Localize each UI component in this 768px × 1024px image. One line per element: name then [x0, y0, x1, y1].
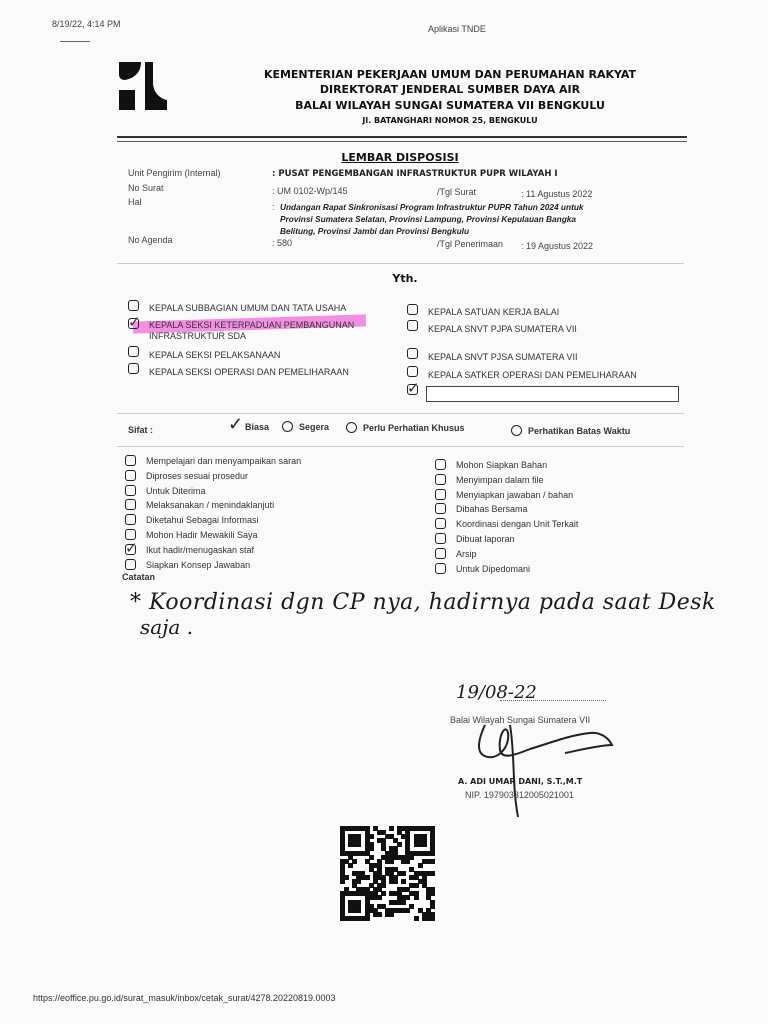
- checkbox-icon[interactable]: [125, 470, 136, 481]
- signatory-name: A. ADI UMAR DANI, S.T.,M.T: [458, 777, 583, 786]
- qr-module: [393, 879, 398, 884]
- instruction-label: Koordinasi dengan Unit Terkait: [456, 519, 579, 530]
- instruction-label: Dibahas Bersama: [456, 504, 528, 515]
- recipient-checkbox[interactable]: [128, 363, 349, 377]
- recipient-label: KEPALA SNVT PJSA SUMATERA VII: [428, 352, 578, 362]
- agenda-value: : 580: [272, 238, 293, 248]
- checkbox-icon[interactable]: [125, 559, 136, 570]
- checkbox-icon[interactable]: [435, 503, 446, 514]
- instruction-checkbox[interactable]: [125, 539, 255, 557]
- instruction-label: Diproses sesuai prosedur: [146, 470, 249, 481]
- recipient-label-line2: INFRASTRUKTUR SDA: [149, 331, 247, 341]
- instruction-label: Mohon Hadir Mewakili Saya: [146, 530, 258, 540]
- qr-module: [340, 879, 345, 884]
- hal-line-3: Belitung, Provinsi Jambi dan Provinsi Bengkulu: [280, 226, 470, 236]
- recipient-checkbox[interactable]: [128, 300, 346, 313]
- recipient-checkbox[interactable]: [128, 314, 355, 342]
- qr-module: [422, 842, 427, 847]
- recipient-checkbox[interactable]: [128, 346, 280, 360]
- qr-module: [356, 842, 361, 847]
- letterhead-address: Jl. BATANGHARI NOMOR 25, BENGKULU: [362, 116, 538, 125]
- tgl-surat-value: : 11 Agustus 2022: [521, 189, 593, 199]
- instruction-label: Arsip: [456, 548, 477, 559]
- radio-icon[interactable]: [282, 421, 293, 432]
- instruction-label: Dibuat laporan: [456, 534, 515, 544]
- check-icon: ✓: [125, 539, 138, 557]
- instruction-checkbox[interactable]: [435, 518, 578, 529]
- letterhead-line1: KEMENTERIAN PEKERJAAN UMUM DAN PERUMAHAN RAKYAT: [263, 68, 637, 81]
- letterhead-rule-thin: [117, 141, 687, 142]
- qr-code-icon: [340, 826, 434, 920]
- print-app-name: Aplikasi TNDE: [428, 24, 486, 34]
- instruction-label: Melaksanakan / menindaklanjuti: [146, 500, 275, 511]
- checkbox-icon[interactable]: [128, 314, 141, 331]
- checkbox-icon[interactable]: [125, 499, 136, 510]
- letterhead-rule: [117, 136, 687, 138]
- checkbox-icon[interactable]: [125, 485, 136, 496]
- header-mark: [60, 41, 90, 42]
- sifat-option-label: Biasa: [245, 422, 270, 432]
- handwritten-signature-icon: [470, 705, 620, 820]
- instruction-label: Siapkan Konsep Jawaban: [146, 559, 251, 570]
- qr-module: [389, 826, 394, 831]
- checkbox-icon[interactable]: [435, 489, 446, 500]
- qr-module: [414, 883, 419, 888]
- checkbox-icon[interactable]: [435, 518, 446, 529]
- sifat-option-label: Perlu Perhatian Khusus: [363, 423, 465, 433]
- sifat-option-label: Perhatikan Batas Waktu: [528, 426, 631, 436]
- recipient-checkbox[interactable]: [407, 320, 577, 334]
- qr-module: [401, 879, 406, 884]
- sifat-option-batas-waktu[interactable]: [511, 425, 630, 436]
- hal-colon: :: [272, 202, 275, 212]
- instruction-checkbox[interactable]: [435, 459, 547, 470]
- recipient-label: KEPALA SEKSI OPERASI DAN PEMELIHARAAN: [149, 367, 349, 377]
- instruction-checkbox[interactable]: [435, 563, 530, 574]
- checkbox-icon[interactable]: [407, 320, 418, 331]
- qr-module: [430, 859, 435, 864]
- instruction-checkbox[interactable]: [435, 503, 528, 514]
- qr-module: [389, 859, 394, 864]
- checkbox-icon[interactable]: [128, 346, 139, 357]
- qr-module: [401, 900, 406, 905]
- instruction-label: Diketahui Sebagai Informasi: [146, 515, 259, 526]
- qr-module: [405, 908, 410, 913]
- qr-module: [401, 871, 406, 876]
- instruction-checkbox[interactable]: [125, 529, 258, 540]
- check-icon: ✓: [128, 314, 141, 331]
- instruction-label: Untuk Dipedomani: [456, 563, 531, 574]
- hal-line-1: Undangan Rapat Sinkronisasi Program Infrastruktur PUPR Tahun 2024 untuk: [280, 202, 584, 212]
- checkbox-icon[interactable]: [128, 300, 139, 311]
- hal-label: Hal: [128, 197, 142, 207]
- qr-module: [365, 875, 370, 880]
- check-icon: ✓: [407, 380, 420, 397]
- checkbox-icon[interactable]: [435, 548, 446, 559]
- checkbox-icon[interactable]: [435, 459, 446, 470]
- section-divider-2: [117, 413, 684, 414]
- handwritten-note-line1: * Koordinasi dgn CP nya, hadirnya pada saat Desk: [130, 590, 716, 615]
- qr-module: [430, 851, 435, 856]
- qr-module: [430, 916, 435, 921]
- qr-module: [389, 912, 394, 917]
- recipient-label: KEPALA SUBBAGIAN UMUM DAN TATA USAHA: [149, 303, 347, 313]
- recipient-label: KEPALA SEKSI KETERPADUAN PEMBANGUNAN: [149, 320, 355, 330]
- instruction-checkbox[interactable]: [125, 485, 206, 496]
- checkbox-icon[interactable]: [407, 366, 418, 377]
- instruction-checkbox[interactable]: [125, 470, 248, 481]
- checkbox-icon[interactable]: [407, 304, 418, 315]
- instruction-checkbox[interactable]: [125, 514, 259, 525]
- unit-value: : PUSAT PENGEMBANGAN INFRASTRUKTUR PUPR WILAYAH I: [272, 169, 558, 179]
- instruction-label: Ikut hadir/menugaskan staf: [146, 544, 255, 555]
- qr-module: [430, 871, 435, 876]
- checkbox-icon[interactable]: [407, 380, 420, 397]
- no-surat-label: No Surat: [128, 183, 164, 193]
- print-datetime: 8/19/22, 4:14 PM: [52, 19, 121, 29]
- checkbox-icon[interactable]: [128, 363, 139, 374]
- qr-module: [365, 916, 370, 921]
- sifat-option-label: Segera: [299, 422, 330, 432]
- checkbox-icon[interactable]: [435, 533, 446, 544]
- instruction-checkbox[interactable]: [435, 474, 544, 485]
- other-recipient-input[interactable]: [426, 386, 679, 402]
- section-divider-1: [117, 263, 684, 264]
- sifat-option-segera[interactable]: [282, 421, 329, 432]
- date-line: [500, 700, 606, 701]
- handwritten-note-line2: saja .: [140, 615, 194, 639]
- tgl-surat-label: /Tgl Surat: [437, 187, 477, 197]
- recipient-checkbox[interactable]: [407, 304, 559, 317]
- letterhead-line2: DIREKTORAT JENDERAL SUMBER DAYA AIR: [319, 83, 581, 96]
- radio-icon[interactable]: [511, 425, 522, 436]
- signatory-nip: NIP. 197903312005021001: [465, 790, 574, 800]
- qr-module: [356, 908, 361, 913]
- section-divider-3: [117, 446, 684, 447]
- checkbox-icon[interactable]: [125, 455, 136, 466]
- instruction-checkbox[interactable]: [435, 533, 515, 544]
- checkbox-icon[interactable]: [407, 348, 418, 359]
- instruction-label: Mempelajari dan menyampaikan saran: [146, 456, 302, 466]
- recipient-label: KEPALA SNVT PJPA SUMATERA VII: [428, 324, 577, 334]
- tgl-terima-label: /Tgl Penerimaan: [437, 239, 504, 249]
- no-surat-value: : UM 0102-Wp/145: [272, 186, 348, 196]
- checkbox-icon[interactable]: [125, 514, 136, 525]
- qr-module: [348, 863, 353, 868]
- recipient-checkbox[interactable]: [407, 348, 578, 362]
- checkbox-icon[interactable]: [125, 539, 138, 557]
- recipient-label: KEPALA SATKER OPERASI DAN PEMELIHARAAN: [428, 370, 637, 380]
- sifat-label: Sifat :: [128, 425, 154, 435]
- signature-date: 19/08-22: [456, 682, 537, 703]
- instruction-checkbox[interactable]: [125, 455, 301, 466]
- recipient-checkbox[interactable]: [407, 366, 637, 380]
- pupr-logo-icon: [115, 60, 171, 112]
- sifat-option-perlu-perhatian[interactable]: [346, 422, 465, 433]
- checkbox-icon[interactable]: [435, 563, 446, 574]
- qr-module: [377, 912, 382, 917]
- checkbox-icon[interactable]: [435, 474, 446, 485]
- recipient-label: KEPALA SATUAN KERJA BALAI: [428, 307, 560, 317]
- qr-module: [377, 895, 382, 900]
- recipient-label: KEPALA SEKSI PELAKSANAAN: [149, 350, 281, 360]
- qr-module: [405, 859, 410, 864]
- footer-url[interactable]: https://eoffice.pu.go.id/surat_masuk/inbox/cetak_surat/4278.20220819.0003: [33, 993, 336, 1003]
- yth-label: Yth.: [392, 272, 418, 285]
- catatan-label: Catatan: [122, 572, 156, 582]
- instruction-label: Menyiapkan jawaban / bahan: [456, 489, 574, 500]
- instruction-checkbox[interactable]: [435, 548, 477, 559]
- form-title: LEMBAR DISPOSISI: [341, 151, 459, 164]
- unit-label: Unit Pengirim (Internal): [128, 168, 221, 178]
- instruction-label: Menyimpan dalam file: [456, 474, 544, 485]
- recipient-checkbox[interactable]: [407, 380, 420, 397]
- tgl-terima-value: : 19 Agustus 2022: [521, 241, 594, 251]
- letterhead-line3: BALAI WILAYAH SUNGAI SUMATERA VII BENGKULU: [295, 99, 605, 112]
- signature-office: Balai Wilayah Sungai Sumatera VII: [450, 715, 591, 725]
- instruction-checkbox[interactable]: [125, 559, 250, 570]
- sifat-option-biasa[interactable]: [229, 421, 269, 432]
- qr-module: [418, 863, 423, 868]
- checkbox-icon[interactable]: [125, 529, 136, 540]
- qr-module: [414, 895, 419, 900]
- radio-icon[interactable]: [346, 422, 357, 433]
- instruction-label: Mohon Siapkan Bahan: [456, 460, 548, 470]
- agenda-label: No Agenda: [128, 235, 173, 245]
- qr-module: [414, 916, 419, 921]
- instruction-checkbox[interactable]: [125, 499, 274, 510]
- instruction-checkbox[interactable]: [435, 489, 573, 500]
- hal-line-2: Provinsi Sumatera Selatan, Provinsi Lampung, Provinsi Kepulauan Bangka: [280, 214, 577, 224]
- check-icon: ✓: [228, 414, 244, 434]
- instruction-label: Untuk Diterima: [146, 485, 206, 496]
